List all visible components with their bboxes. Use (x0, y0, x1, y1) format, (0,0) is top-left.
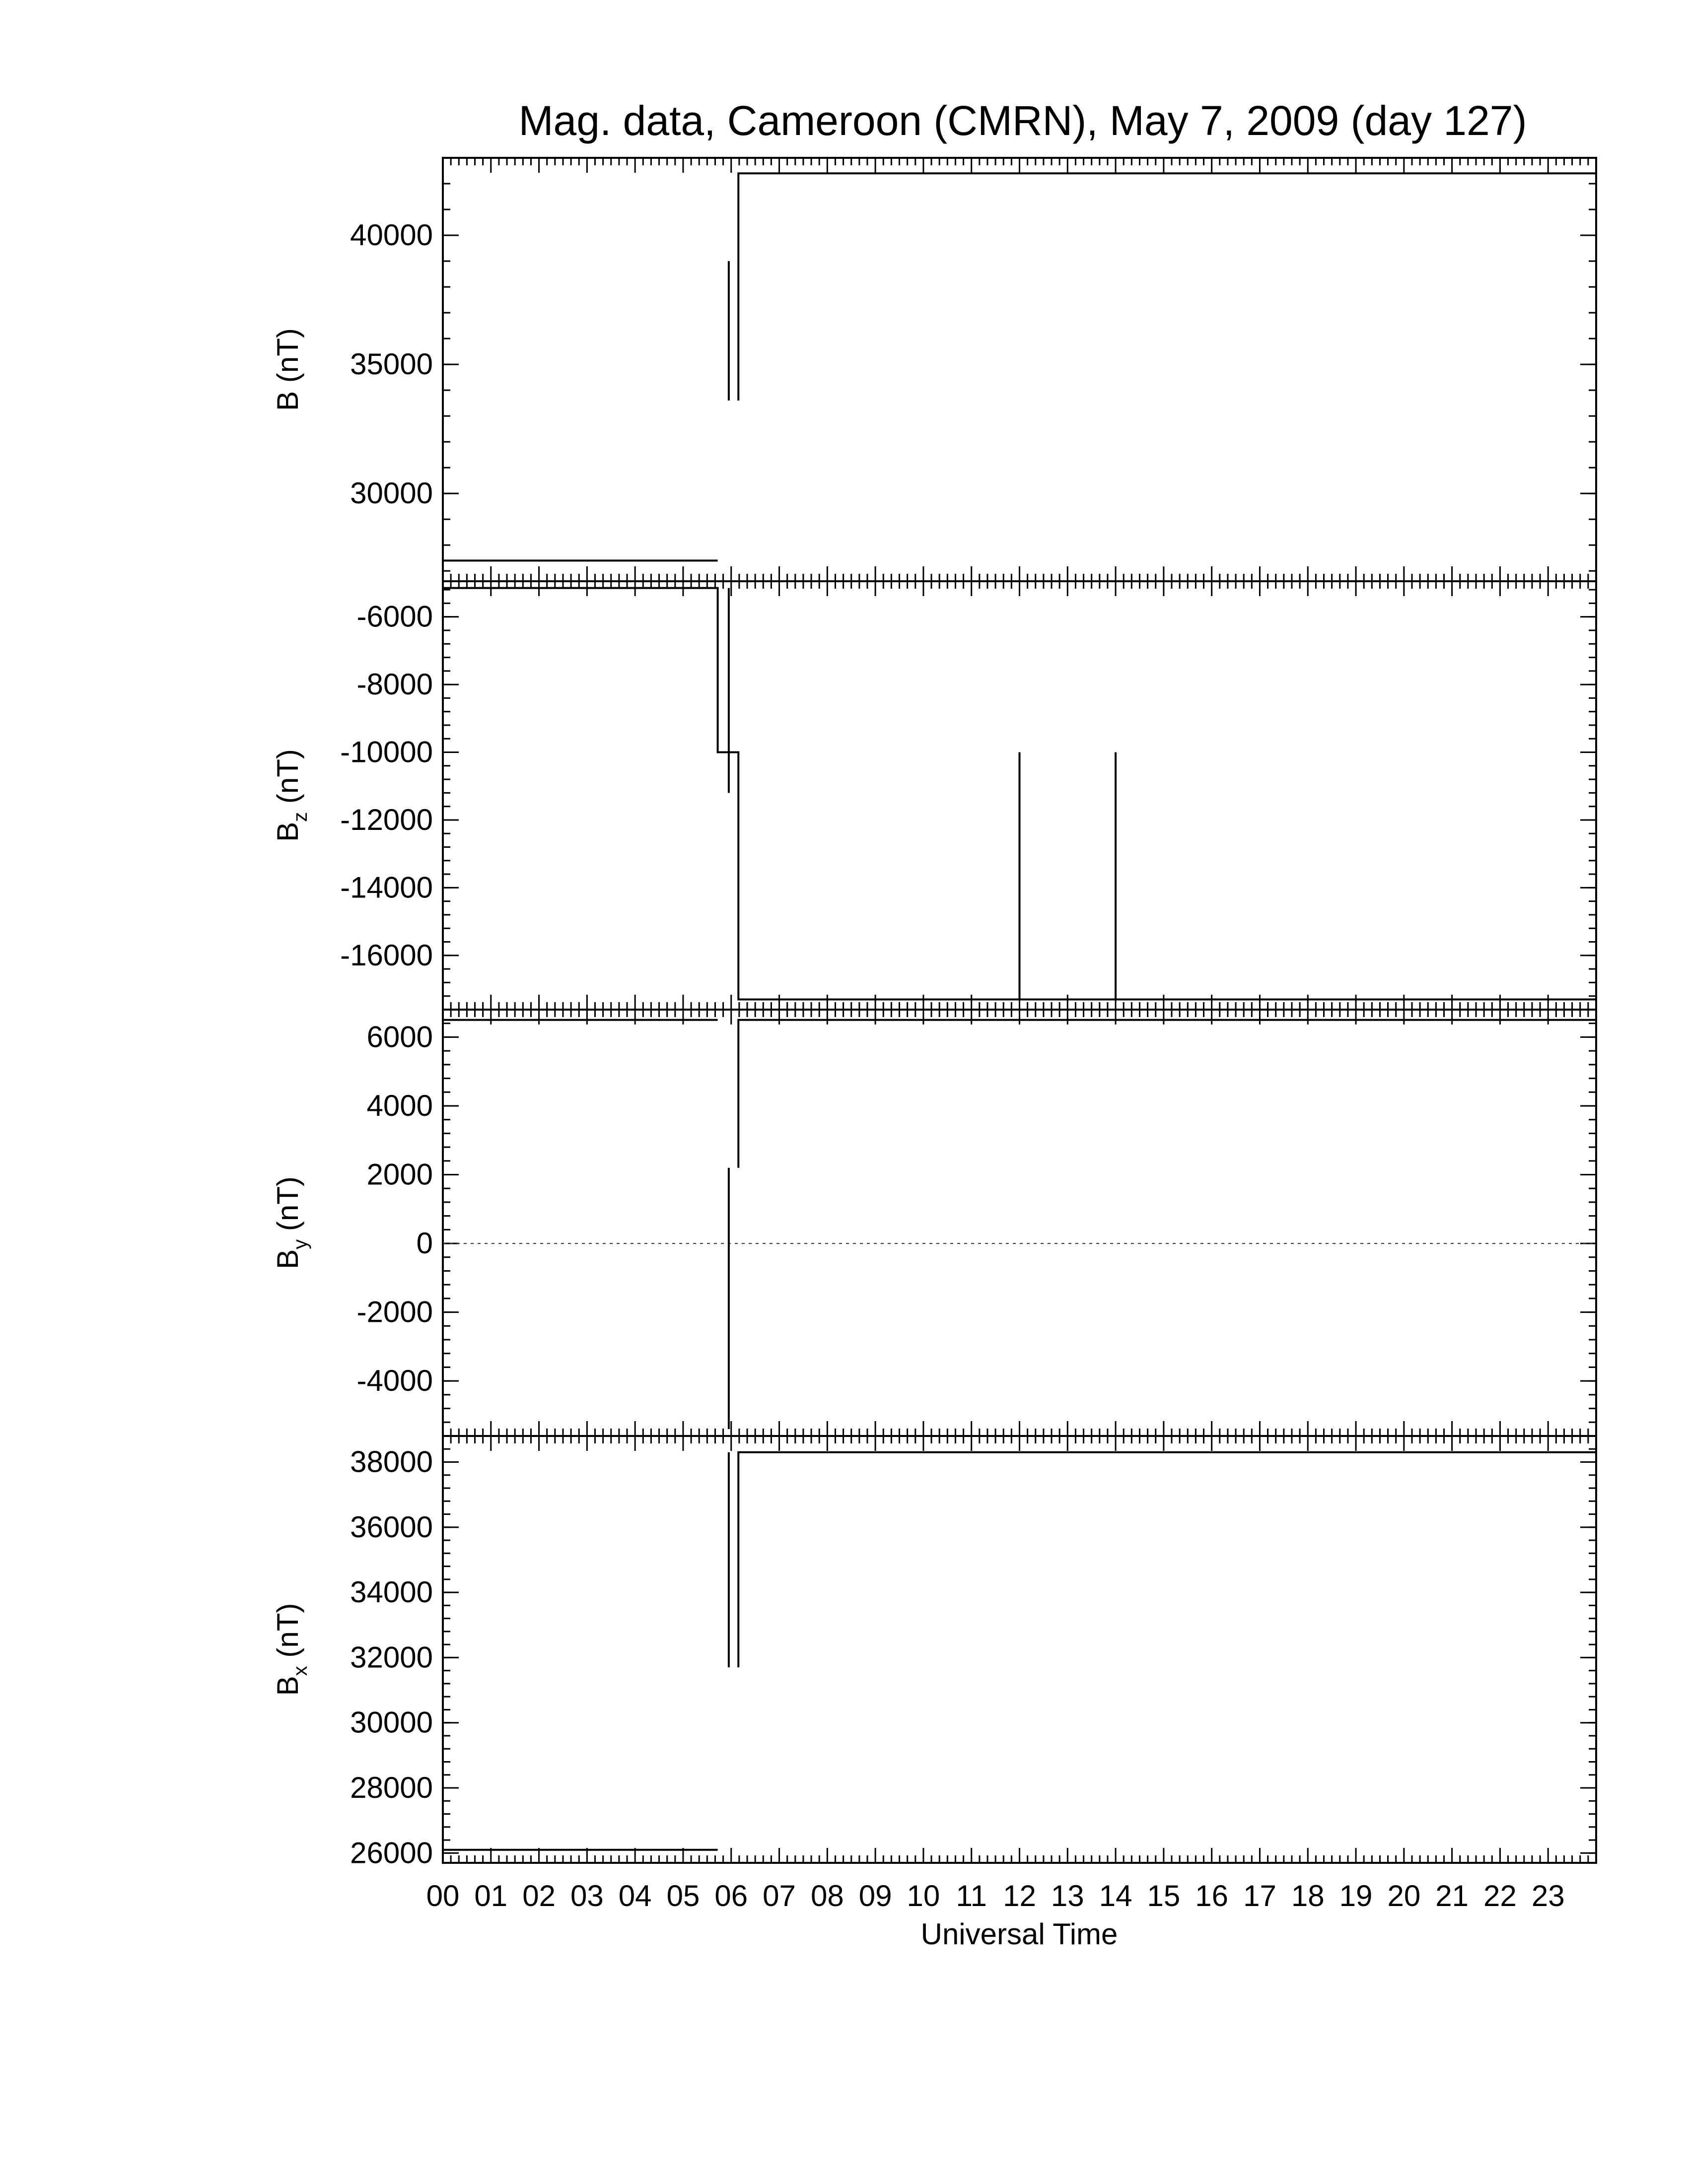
x-tick-label: 06 (714, 1879, 748, 1912)
y-axis-label-main: B (271, 1249, 304, 1269)
y-tick-label: -8000 (356, 668, 433, 701)
y-tick-label: 34000 (350, 1575, 433, 1609)
y-tick-label: 6000 (366, 1020, 433, 1054)
y-axis-label-main: B (271, 391, 304, 411)
y-tick-label: 28000 (350, 1771, 433, 1805)
x-tick-label: 21 (1435, 1879, 1469, 1912)
x-tick-label: 18 (1291, 1879, 1325, 1912)
y-axis-label-main: B (271, 821, 304, 842)
y-axis-label-subscript: y (289, 1239, 311, 1249)
y-tick-label: -10000 (340, 735, 433, 769)
y-axis-label (271, 328, 304, 411)
chart-title: Mag. data, Cameroon (CMRN), May 7, 2009 (day 127) (518, 97, 1527, 144)
y-tick-label: 30000 (350, 1706, 433, 1739)
y-tick-label: 35000 (350, 347, 433, 381)
x-tick-label: 17 (1243, 1879, 1276, 1912)
x-tick-label: 08 (810, 1879, 844, 1912)
y-tick-label: 40000 (350, 218, 433, 252)
x-tick-label: 09 (858, 1879, 892, 1912)
y-tick-label: -2000 (356, 1295, 433, 1329)
y-tick-label: 2000 (366, 1158, 433, 1191)
x-tick-label: 01 (474, 1879, 508, 1912)
y-axis-label-main: B (271, 1676, 304, 1696)
x-tick-label: 04 (618, 1879, 652, 1912)
y-axis-label-unit: (nT) (271, 328, 304, 391)
x-tick-label: 00 (426, 1879, 460, 1912)
x-axis-label: Universal Time (920, 1917, 1118, 1951)
y-tick-label: -6000 (356, 600, 433, 633)
y-tick-label: -4000 (356, 1364, 433, 1398)
y-tick-label: 38000 (350, 1445, 433, 1479)
y-tick-label: 36000 (350, 1510, 433, 1544)
y-axis-label-unit: (nT) (271, 1176, 304, 1239)
x-tick-label: 13 (1051, 1879, 1084, 1912)
y-axis-label-subscript: x (289, 1666, 311, 1676)
x-tick-label: 11 (956, 1879, 987, 1912)
x-tick-label: 10 (907, 1879, 940, 1912)
x-tick-label: 20 (1387, 1879, 1421, 1912)
y-axis-label-unit: (nT) (271, 749, 304, 812)
x-tick-label: 14 (1099, 1879, 1132, 1912)
y-tick-label: -14000 (340, 871, 433, 904)
x-tick-label: 05 (666, 1879, 700, 1912)
y-axis-label-unit: (nT) (271, 1603, 304, 1666)
y-tick-label: 26000 (350, 1836, 433, 1870)
y-tick-label: 32000 (350, 1640, 433, 1674)
x-tick-label: 12 (1003, 1879, 1036, 1912)
y-tick-label: 4000 (366, 1089, 433, 1122)
y-tick-label: 30000 (350, 477, 433, 510)
x-tick-label: 07 (763, 1879, 796, 1912)
y-tick-label: -16000 (340, 938, 433, 972)
x-tick-label: 16 (1195, 1879, 1229, 1912)
x-tick-label: 15 (1147, 1879, 1181, 1912)
x-tick-label: 23 (1531, 1879, 1565, 1912)
x-tick-label: 22 (1483, 1879, 1517, 1912)
x-tick-label: 02 (522, 1879, 556, 1912)
x-tick-label: 19 (1339, 1879, 1373, 1912)
y-tick-label: 0 (416, 1227, 433, 1260)
y-tick-label: -12000 (340, 803, 433, 836)
y-axis-label-subscript: z (289, 812, 311, 822)
x-tick-label: 03 (570, 1879, 604, 1912)
